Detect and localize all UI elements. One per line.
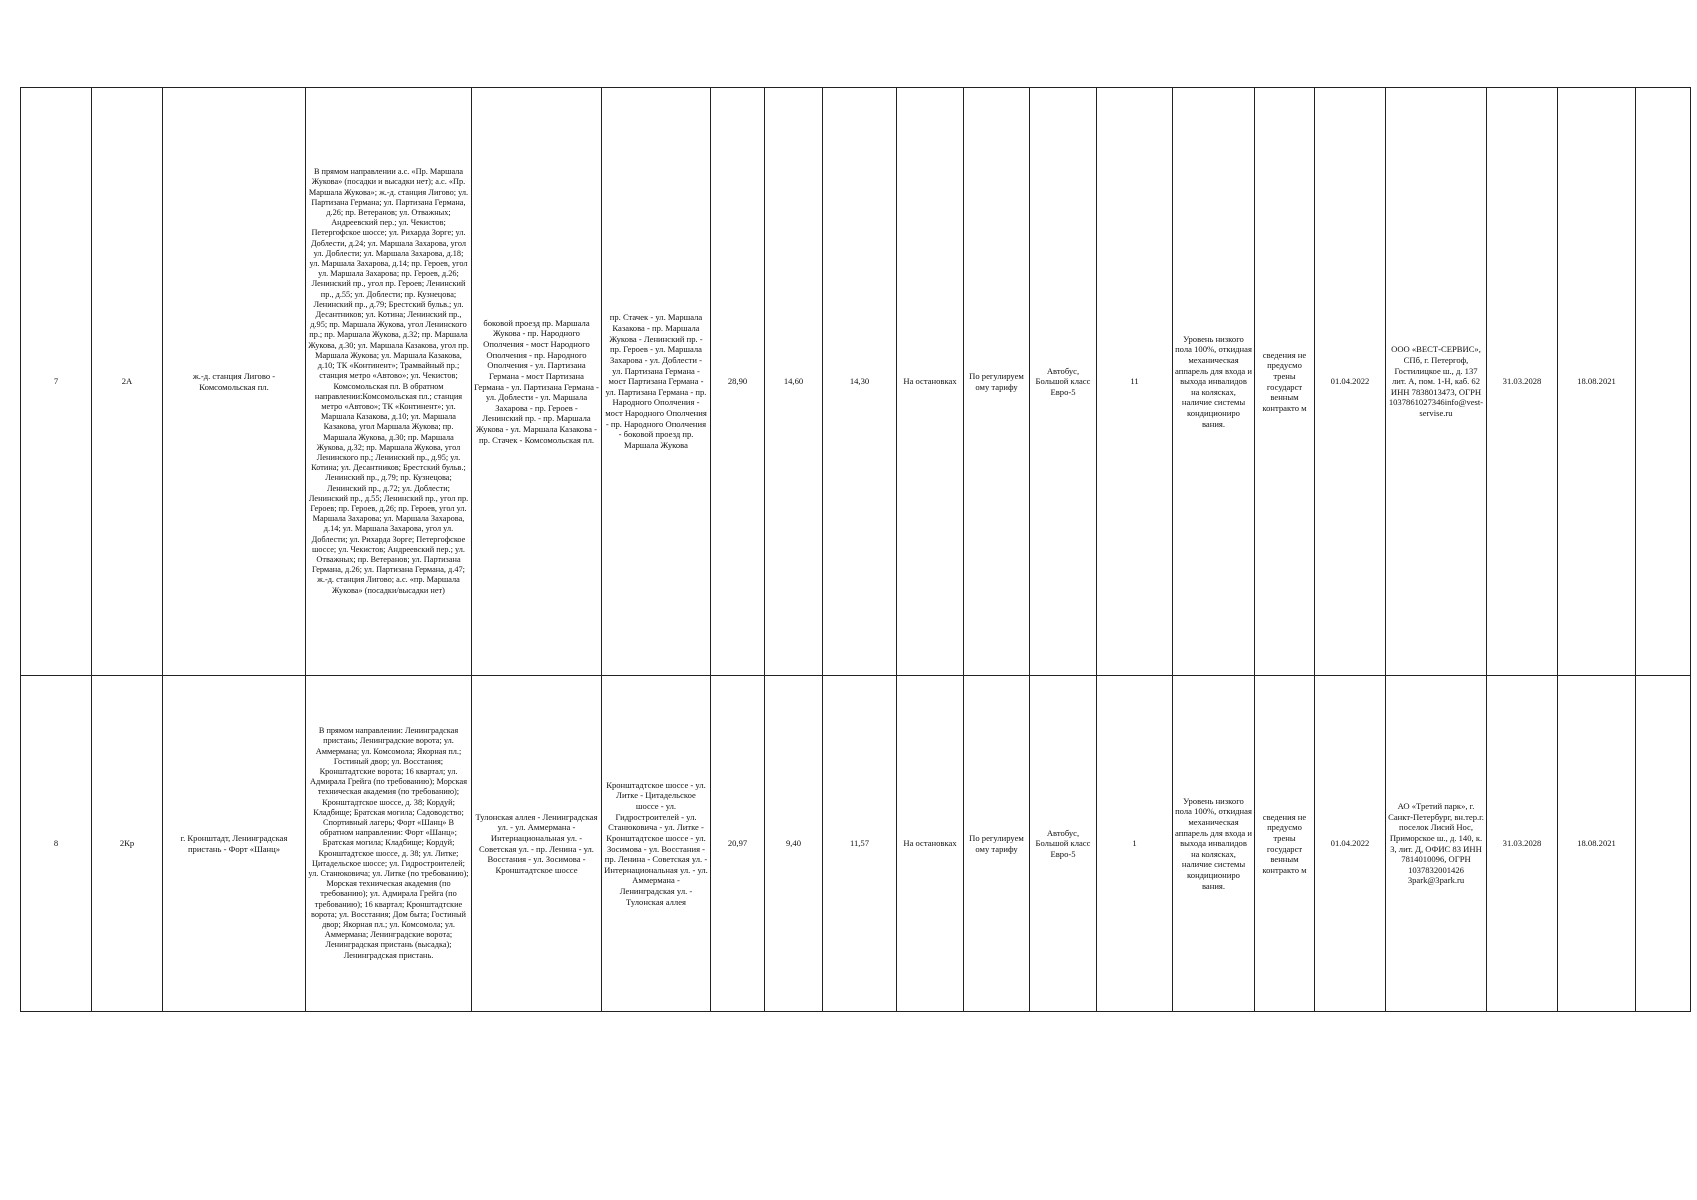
cell-stops: В прямом направлении: Ленинградская пристань; Ленинградские ворота; ул. Аммермана; ул. Комсомола; Якорная пл.; Гостиный двор; ул. Восстания; Кронштадтские ворота; 16 квартал; ул. Адмирала Грейга (по требованию); Морская техническая академия (по требованию); Кронштадтское шоссе, д. 38; Кордуй; Кладбище; Братская могила; Садоводство; Спортивный лагерь; Форт «Шанц» В обратном направлении: Форт «Шанц»; Братская могила; Кладбище; Кордуй; Кронштадтское шоссе, д. 38; ул. Литке; Цитадельское шоссе; ул. Гидростроителей; ул. Станюковича; ул. Литке (по требованию); Морская техническая академия (по требованию); ул. Адмирала Грейга (по требованию); 16 квартал; Кронштадтские ворота; ул. Восстания; Дом быта; Гостиный двор; Якорная пл.; ул. Комсомола; ул. Аммермана; Ленинградские ворота; Ленинградская пристань (высадка); Ленинградская пристань. [306,676,472,1012]
cell-stops: В прямом направлении а.с. «Пр. Маршала Жукова» (посадки и высадки нет); а.с. «Пр. Маршала Жукова»; ж.-д. станция Лигово; ул. Партизана Германа; ул. Партизана Германа, д.26; пр. Ветеранов; ул. Отважных; Андреевский пер.; ул. Чекистов; Петергофское шоссе; ул. Рихарда Зорге; ул. Доблести, д.24; ул. Маршала Захарова, угол ул. Доблести; ул. Маршала Захарова, д.18; ул. Маршала Захарова, д.14; пр. Героев, угол ул. Маршала Захарова; пр. Героев, д.26; Ленинский пр., угол пр. Героев; Ленинский пр., д.55; ул. Доблести; пр. Кузнецова; Ленинский пр., д.79; Брестский бульв.; ул. Десантников; ул. Котина; Ленинский пр., д.95; пр. Маршала Жукова, угол Ленинского пр.; пр. Маршала Жукова, д.32; пр. Маршала Жукова, д.30; ул. Маршала Казакова, угол пр. Маршала Жукова; ул. Маршала Казакова, д.10; ТК «Континент»; Трамвайный пр.; станция метро «Автово»; ул. Чекистов; Комсомольская пл. В обратном направлении:Комсомольская пл.; станция метро «Автово»; ТК «Континент»; ул. Маршала Казакова, д.10; ул. Маршала Казакова, угол Маршала Жукова; пр. Маршала Жукова, д.30; пр. Маршала Жукова, д.32; пр. Маршала Жукова, угол Ленинского пр.; Ленинский пр., д.95; ул. Котина; ул. Десантников; Брестский бульв.; Ленинский пр., д.79; пр. Кузнецова; Ленинский пр., д.72; ул. Доблести; Ленинский пр., д.55; Ленинский пр., угол пр. Героев; пр. Героев, д.26; пр. Героев, угол ул. Маршала Захарова; ул. Маршала Захарова, д.14; ул. Маршала Захарова, угол ул. Доблести; ул. Рихарда Зорге; Петергофское шоссе; ул. Чекистов; Андреевский пер.; ул. Отважных; пр. Ветеранов; ул. Партизана Германа, д.26; ул. Партизана Германа, д.47; ж.-д. станция Лигово; а.с. «пр. Маршала Жукова» (посадки/высадки нет) [306,88,472,676]
cell-route-name: ж.-д. станция Лигово - Комсомольская пл. [163,88,306,676]
cell-tariff: По регулируем ому тарифу [964,88,1030,676]
cell-vehicle-count: 11 [1097,88,1173,676]
cell-start-date: 01.04.2022 [1315,676,1386,1012]
cell-length-backward: 11,57 [823,676,897,1012]
cell-vehicle: Автобус, Большой класс Евро-5 [1030,88,1097,676]
cell-length-total: 28,90 [711,88,765,676]
cell-extra [1636,676,1691,1012]
cell-vehicle: Автобус, Большой класс Евро-5 [1030,676,1097,1012]
cell-length-forward: 14,60 [765,88,823,676]
cell-route-name: г. Кронштадт, Ленинградская пристань - Форт «Шанц» [163,676,306,1012]
cell-num: 7 [21,88,92,676]
cell-num: 8 [21,676,92,1012]
cell-extra [1636,88,1691,676]
cell-stop-order: На остановках [897,88,964,676]
cell-characteristics: Уровень низкого пола 100%, откидная механическая аппарель для входа и выхода инвалидов на колясках, наличие системы кондициониро вания. [1173,676,1255,1012]
cell-characteristics: Уровень низкого пола 100%, откидная механическая аппарель для входа и выхода инвалидов на колясках, наличие системы кондициониро вания. [1173,88,1255,676]
table-row [21,676,1691,1012]
cell-streets-forward: Тулонская аллея - Ленинградская ул. - ул. Аммермана - Интернациональная ул. - Советская ул. - пр. Ленина - ул. Восстания - ул. Зосимова - Кронштадтское шоссе [472,676,602,1012]
cell-contract: сведения не предусмо трены государст венным контракто м [1255,676,1315,1012]
cell-streets-backward: пр. Стачек - ул. Маршала Казакова - пр. Маршала Жукова - Ленинский пр. - пр. Героев - ул. Маршала Захарова - ул. Доблести - ул. Партизана Германа - мост Партизана Германа - ул. Партизана Германа - пр. Народного Ополчения - мост Народного Ополчения - пр. Народного Ополчения - боковой проезд пр. Маршала Жукова [602,88,711,676]
cell-streets-forward: боковой проезд пр. Маршала Жукова - пр. Народного Ополчения - мост Народного Ополчения - пр. Народного Ополчения - ул. Партизана Германа - мост Партизана Германа - ул. Партизана Германа - ул. Доблести - ул. Маршала Захарова - пр. Героев - Ленинский пр. - пр. Маршала Жукова - ул. Маршала Казакова - пр. Стачек - Комсомольская пл. [472,88,602,676]
cell-streets-backward: Кронштадтское шоссе - ул. Литке - Цитадельское шоссе - ул. Гидростроителей - ул. Станюковича - ул. Литке - Кронштадтское шоссе - ул. Зосимова - ул. Восстания - пр. Ленина - Советская ул. - Интернациональная ул. - ул. Аммермана - Ленинградская ул. - Тулонская аллея [602,676,711,1012]
table-row [21,88,1691,676]
cell-vehicle-count: 1 [1097,676,1173,1012]
cell-carrier: АО «Третий парк», г. Санкт-Петербург, вн.тер.г. поселок Лисий Нос, Приморское ш., д. 140, к. 3, лит. Д, ОФИС 83 ИНН 7814010096, ОГРН 1037832001426 3park@3park.ru [1386,676,1487,1012]
cell-length-forward: 9,40 [765,676,823,1012]
cell-carrier: ООО «ВЕСТ-СЕРВИС», СПб, г. Петергоф, Гостилицкое ш., д. 137 лит. А, пом. 1-Н, каб. 62 ИНН 7838013473, ОГРН 1037861027346info@vest-servise.ru [1386,88,1487,676]
cell-reg-date: 18.08.2021 [1558,676,1636,1012]
cell-length-backward: 14,30 [823,88,897,676]
cell-end-date: 31.03.2028 [1487,88,1558,676]
cell-reg-date: 18.08.2021 [1558,88,1636,676]
cell-route-number: 2А [92,88,163,676]
routes-table [20,87,1691,1012]
cell-start-date: 01.04.2022 [1315,88,1386,676]
cell-contract: сведения не предусмо трены государст венным контракто м [1255,88,1315,676]
cell-length-total: 20,97 [711,676,765,1012]
cell-tariff: По регулируем ому тарифу [964,676,1030,1012]
cell-stop-order: На остановках [897,676,964,1012]
cell-end-date: 31.03.2028 [1487,676,1558,1012]
cell-route-number: 2Кр [92,676,163,1012]
